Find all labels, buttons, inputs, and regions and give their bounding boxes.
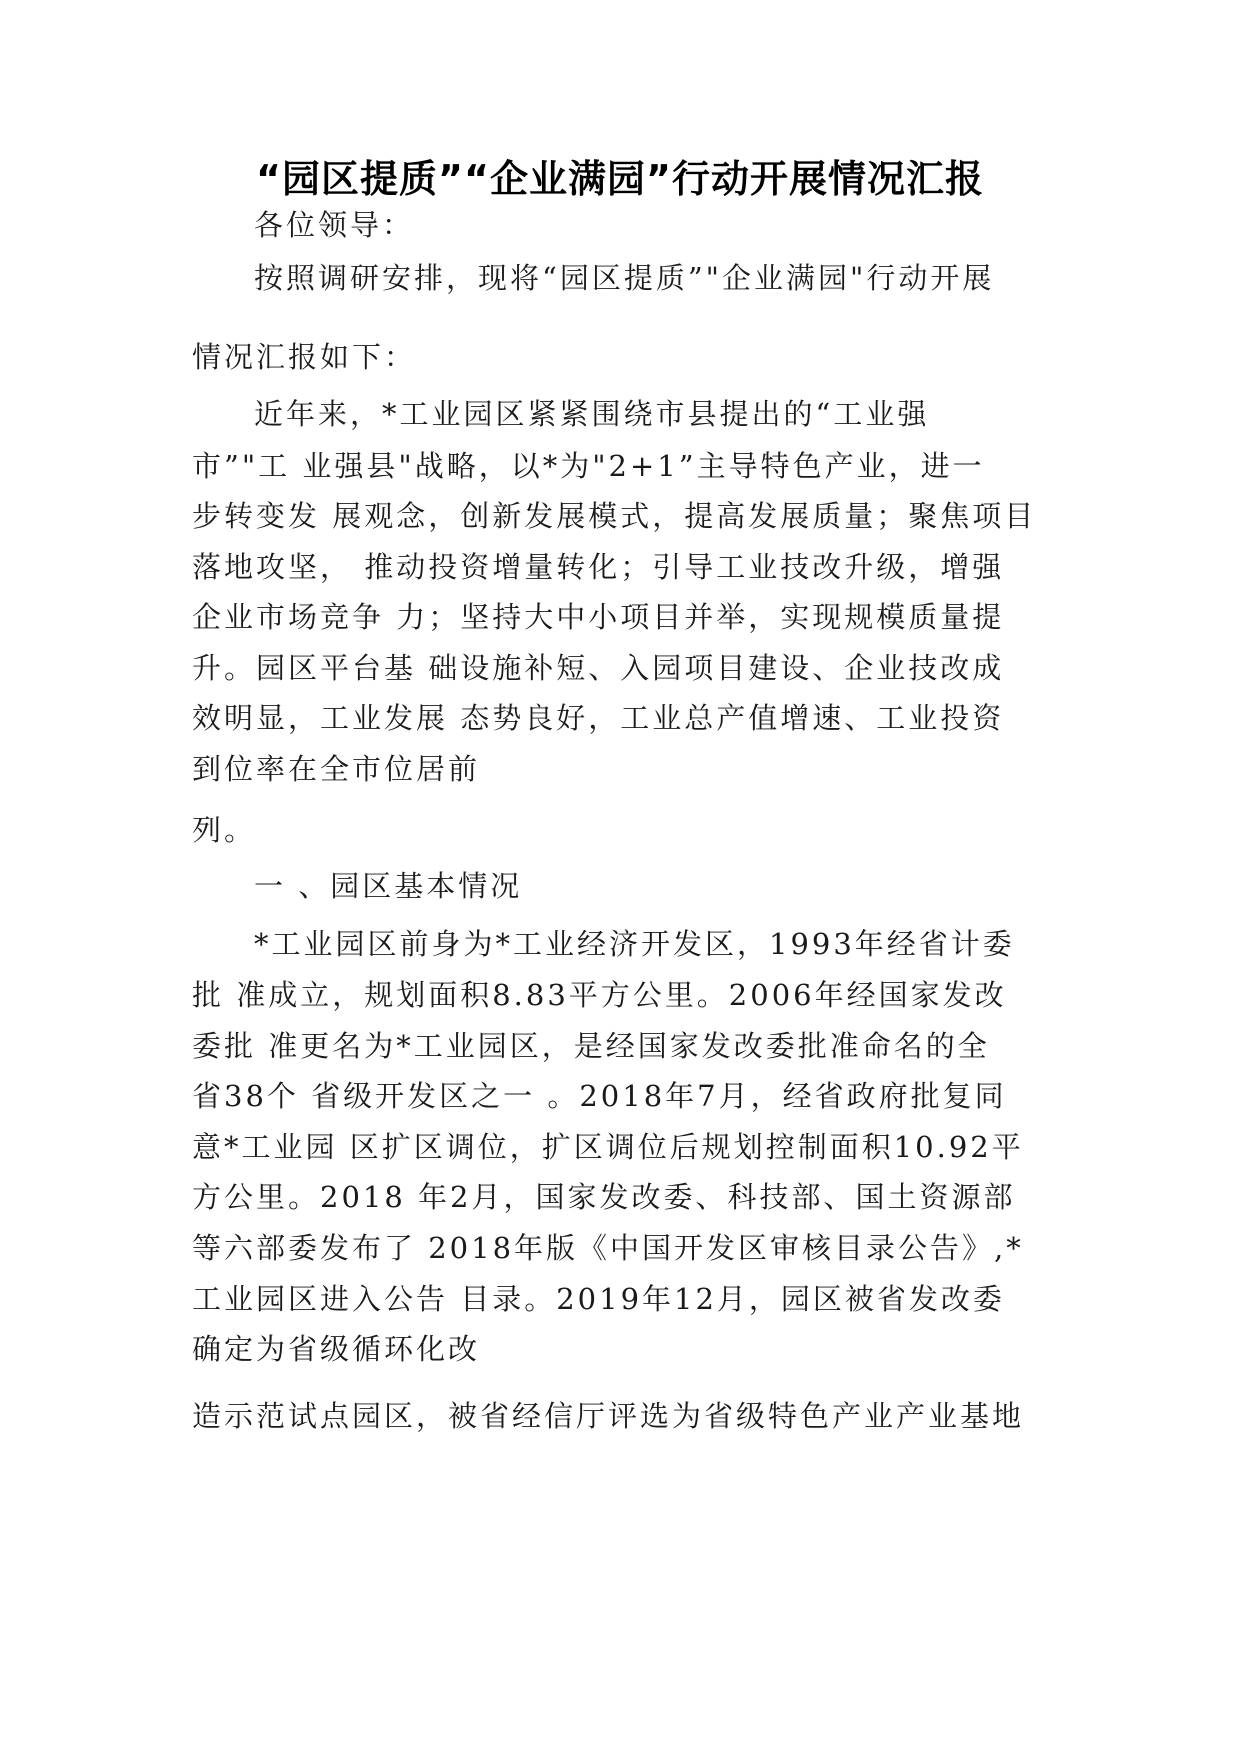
body-line: 落地攻坚， 推动投资增量转化；引导工业技改升级，增强 [192, 550, 1005, 584]
body-line: 造示范试点园区，被省经信厅评选为省级特色产业产业基地 [192, 1399, 1025, 1433]
body-line: 步转变发 展观念，创新发展模式，提高发展质量；聚焦项目 [192, 499, 1037, 533]
section-heading: 一 、园区基本情况 [254, 869, 523, 903]
body-line: 升。园区平台基 础设施补短、入园项目建设、企业技改成 [192, 651, 1005, 685]
body-line: 按照调研安排，现将“园区提质”"企业满园"行动开展 [254, 261, 995, 295]
body-line: 列。 [192, 813, 257, 847]
body-line: 确定为省级循环化改 [192, 1332, 481, 1366]
body-line: 委批 准更名为*工业园区，是经国家发改委批准命名的全 [192, 1029, 990, 1063]
salutation: 各位领导： [254, 208, 415, 242]
body-line: 情况汇报如下： [192, 340, 417, 374]
body-line: 省38个 省级开发区之一 。2018年7月，经省政府批复同 [192, 1079, 1007, 1113]
body-line: 批 准成立，规划面积8.83平方公里。2006年经国家发改 [192, 978, 1007, 1012]
body-line: *工业园区前身为*工业经济开发区，1993年经省计委 [254, 927, 1015, 961]
body-line: 到位率在全市位居前 [192, 752, 481, 786]
body-line: 效明显，工业发展 态势良好，工业总产值增速、工业投资 [192, 701, 1005, 735]
body-line: 方公里。2018 年2月，国家发改委、科技部、国土资源部 [192, 1180, 1016, 1214]
body-line: 意*工业园 区扩区调位，扩区调位后规划控制面积10.92平 [192, 1130, 1024, 1164]
body-line: 市”"工 业强县"战略，以*为"2+1”主导特色产业，进一 [192, 449, 985, 483]
document-title: “园区提质”“企业满园”行动开展情况汇报 [256, 157, 984, 201]
body-line: 近年来，*工业园区紧紧围绕市县提出的“工业强 [254, 397, 930, 431]
body-line: 企业市场竞争 力；坚持大中小项目并举，实现规模质量提 [192, 600, 1005, 634]
body-line: 工业园区进入公告 目录。2019年12月，园区被省发改委 [192, 1282, 1005, 1316]
body-line: 等六部委发布了 2018年版《中国开发区审核目录公告》,* [192, 1231, 1024, 1265]
